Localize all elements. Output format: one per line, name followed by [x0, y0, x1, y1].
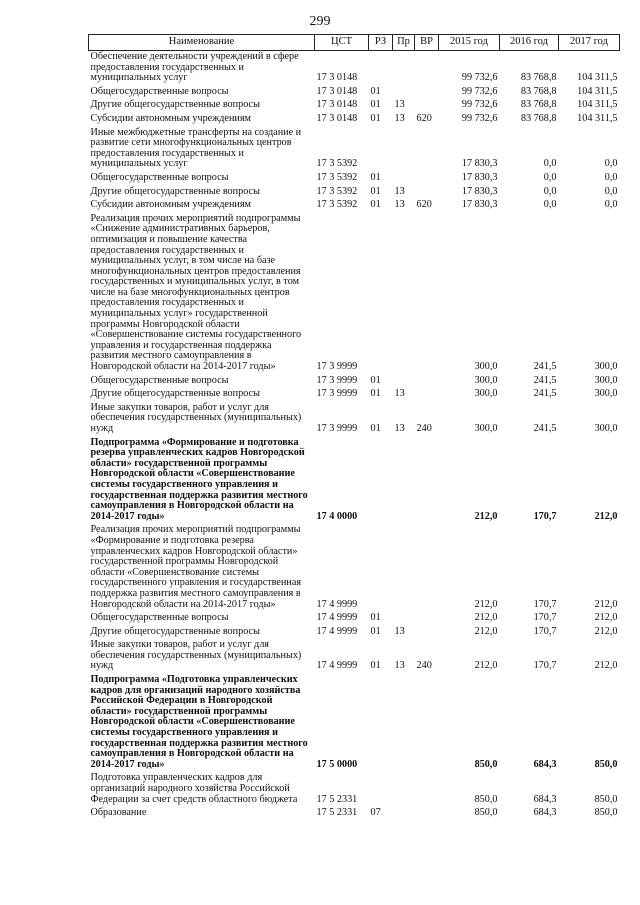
cell-2015: 300,0	[474, 361, 498, 373]
cell-2016: 0,0	[543, 185, 557, 197]
cell-cst: 17 3 5392	[316, 171, 358, 183]
table-row	[89, 375, 620, 389]
cell-rz	[369, 437, 393, 525]
table-row	[89, 626, 620, 640]
cell-cst: 17 3 0148	[316, 112, 358, 124]
cell-2016: 0,0	[543, 171, 557, 183]
cell-2016: 684,3	[533, 758, 557, 770]
cell-pr	[393, 674, 415, 772]
cell-2015: 850,0	[474, 793, 498, 805]
cell-2016: 170,7	[533, 625, 557, 637]
cell-2016: 241,5	[533, 423, 557, 434]
cell-rz: 01	[370, 388, 381, 400]
cell-cst: 17 3 9999	[316, 361, 358, 373]
cell-2016: 241,5	[533, 361, 557, 373]
cell-rz: 01	[370, 374, 381, 386]
cell-2015: 17 830,3	[461, 158, 498, 170]
cell-vr	[415, 51, 439, 86]
cell-name: Общегосударственные вопросы	[90, 171, 229, 183]
cell-2015: 212,0	[474, 625, 498, 637]
cell-2017: 212,0	[594, 660, 618, 672]
cell-2016: 170,7	[533, 598, 557, 610]
cell-2015: 212,0	[474, 510, 498, 522]
cell-pr	[393, 172, 415, 186]
cell-cst: 17 3 0148	[316, 72, 358, 84]
cell-2017: 850,0	[594, 758, 618, 770]
cell-vr	[415, 524, 439, 612]
cell-cst: 17 3 9999	[316, 388, 358, 400]
cell-2017: 104 311,5	[577, 72, 618, 84]
cell-vr	[415, 127, 439, 172]
cell-vr	[415, 807, 439, 821]
cell-name: Обеспечение деятельности учреждений в сфере предоставления государственных и муниципальных услуг	[90, 51, 299, 84]
cell-name: Подпрограмма «Подготовка управленческих кадров для организаций народного хозяйства Российской Федерации в Новгородской области» государственной программы Новгородской области «Совершенствование системы государственного управления и государственная поддержка развития местного самоуправления в Новгородской области на 2014-2017 годы»	[90, 674, 308, 770]
cell-2016: 170,7	[533, 510, 557, 522]
cell-2017: 300,0	[594, 423, 618, 434]
cell-2017: 300,0	[594, 361, 618, 373]
header-pr: Пр	[393, 35, 415, 51]
table-header-row	[89, 35, 620, 51]
cell-2017: 0,0	[604, 158, 618, 170]
cell-cst: 17 4 9999	[316, 612, 358, 624]
page-number: 299	[309, 14, 331, 29]
cell-name: Субсидии автономным учреждениям	[90, 112, 251, 124]
cell-2017: 0,0	[604, 171, 618, 183]
cell-name: Реализация прочих мероприятий подпрограммы «Снижение административных барьеров, оптимизация и повышение качества предоставления государственных и муниципальных услуг, в том числе на базе многофункциональных центров предоставления государственных и муниципальных услуг, в том числе на базе многофункциональных центров предоставления государственных и муниципальных услуг» государственной программы Новгородской области «Совершенствование системы государственного управления и государственная поддержка развития местного самоуправления в Новгородской области на 2014-2017 годы»	[90, 212, 302, 373]
cell-vr	[415, 186, 439, 200]
cell-pr	[393, 524, 415, 612]
cell-name: Другие общегосударственные вопросы	[90, 99, 260, 111]
cell-pr: 13	[394, 199, 405, 211]
cell-name: Общегосударственные вопросы	[90, 85, 229, 97]
table-row	[89, 172, 620, 186]
header-2015: 2015 год	[439, 35, 500, 51]
cell-cst: 17 5 2331	[316, 793, 358, 805]
table-row	[89, 437, 620, 525]
cell-vr	[415, 772, 439, 807]
cell-2015: 300,0	[474, 388, 498, 400]
cell-name: Реализация прочих мероприятий подпрограммы «Формирование и подготовка резерва управленческих кадров Новгородской области» государственной программы Новгородской области «Совершенствование системы государственного управления и государственная поддержка развития местного самоуправления в Новгородской области на 2014-2017 годы»	[90, 524, 302, 610]
cell-2015: 212,0	[474, 612, 498, 624]
table-row	[89, 186, 620, 200]
cell-2017: 212,0	[594, 510, 618, 522]
cell-2016: 241,5	[533, 388, 557, 400]
header-name: Наименование	[89, 35, 315, 51]
cell-2015: 99 732,6	[461, 85, 498, 97]
cell-rz: 01	[370, 199, 381, 211]
cell-rz: 01	[370, 660, 381, 672]
cell-2016: 170,7	[533, 660, 557, 672]
table-row	[89, 402, 620, 437]
cell-vr: 620	[416, 112, 432, 124]
table-row	[89, 127, 620, 172]
table-row	[89, 612, 620, 626]
cell-rz: 01	[370, 171, 381, 183]
table-row	[89, 113, 620, 127]
table-row	[89, 213, 620, 375]
cell-2015: 99 732,6	[461, 112, 498, 124]
header-2017: 2017 год	[559, 35, 620, 51]
cell-cst: 17 3 5392	[316, 185, 358, 197]
cell-2015: 17 830,3	[461, 171, 498, 183]
cell-name: Подготовка управленческих кадров для организаций народного хозяйства Российской Федерации за счет средств областного бюджета	[90, 772, 298, 805]
cell-vr: 240	[416, 423, 432, 434]
cell-pr	[393, 213, 415, 375]
cell-2016: 83 768,8	[520, 72, 557, 84]
table-row	[89, 639, 620, 674]
table-row	[89, 674, 620, 772]
header-rz: РЗ	[369, 35, 393, 51]
cell-cst: 17 3 5392	[316, 158, 358, 170]
table-body	[89, 51, 620, 821]
cell-name: Субсидии автономным учреждениям	[90, 199, 251, 211]
cell-cst: 17 3 9999	[316, 374, 358, 386]
cell-2017: 212,0	[594, 598, 618, 610]
cell-2017: 104 311,5	[577, 112, 618, 124]
cell-name: Другие общегосударственные вопросы	[90, 185, 260, 197]
cell-vr	[415, 437, 439, 525]
table-row	[89, 99, 620, 113]
cell-2015: 212,0	[474, 598, 498, 610]
cell-name: Подпрограмма «Формирование и подготовка резерва управленческих кадров Новгородской области» государственной программы Новгородской области «Совершенствование системы государственного управления и государственная поддержка развития местного самоуправления в Новгородской области на 2014-2017 годы»	[90, 436, 308, 522]
cell-name: Иные закупки товаров, работ и услуг для обеспечения государственных (муниципальных) нужд	[90, 401, 302, 434]
cell-vr	[415, 172, 439, 186]
cell-pr	[393, 437, 415, 525]
cell-name: Другие общегосударственные вопросы	[90, 388, 260, 400]
table-row	[89, 51, 620, 86]
cell-cst: 17 4 0000	[316, 510, 358, 522]
cell-vr	[415, 674, 439, 772]
cell-cst: 17 5 0000	[316, 758, 358, 770]
cell-cst: 17 4 9999	[316, 625, 358, 637]
cell-2016: 83 768,8	[520, 99, 557, 111]
cell-2016: 170,7	[533, 612, 557, 624]
cell-2017: 104 311,5	[577, 85, 618, 97]
cell-rz	[369, 213, 393, 375]
cell-pr	[393, 51, 415, 86]
cell-2015: 850,0	[474, 758, 498, 770]
cell-2017: 212,0	[594, 612, 618, 624]
cell-2015: 17 830,3	[461, 199, 498, 211]
cell-vr: 240	[416, 660, 432, 672]
cell-pr: 13	[394, 99, 405, 111]
cell-name: Образование	[90, 807, 147, 819]
cell-name: Иные межбюджетные трансферты на создание и развитие сети многофункциональных центров предоставления государственных и муниципальных услуг	[90, 126, 302, 170]
cell-rz: 01	[370, 625, 381, 637]
cell-rz: 01	[370, 612, 381, 624]
table-row	[89, 199, 620, 213]
cell-rz: 01	[370, 85, 381, 97]
cell-2017: 300,0	[594, 388, 618, 400]
cell-rz: 01	[370, 99, 381, 111]
table-row	[89, 388, 620, 402]
header-vr: ВР	[415, 35, 439, 51]
cell-rz: 07	[370, 807, 381, 819]
cell-pr	[393, 772, 415, 807]
cell-cst: 17 3 9999	[316, 423, 358, 434]
cell-pr	[393, 375, 415, 389]
cell-cst: 17 3 5392	[316, 199, 358, 211]
cell-vr	[415, 86, 439, 100]
table-row	[89, 86, 620, 100]
cell-vr	[415, 375, 439, 389]
cell-rz	[369, 51, 393, 86]
cell-rz: 01	[370, 185, 381, 197]
cell-pr: 13	[394, 185, 405, 197]
cell-rz	[369, 524, 393, 612]
cell-2015: 300,0	[474, 423, 498, 434]
cell-cst: 17 3 0148	[316, 99, 358, 111]
cell-name: Иные закупки товаров, работ и услуг для обеспечения государственных (муниципальных) нужд	[90, 639, 302, 672]
header-cst: ЦСТ	[315, 35, 369, 51]
cell-pr	[393, 807, 415, 821]
budget-table	[88, 34, 620, 821]
cell-2016: 83 768,8	[520, 85, 557, 97]
cell-rz	[369, 127, 393, 172]
cell-vr	[415, 213, 439, 375]
cell-2016: 684,3	[533, 793, 557, 805]
cell-2017: 0,0	[604, 199, 618, 211]
cell-2016: 0,0	[543, 199, 557, 211]
cell-pr	[393, 612, 415, 626]
cell-pr	[393, 86, 415, 100]
cell-vr: 620	[416, 199, 432, 211]
cell-2016: 684,3	[533, 807, 557, 819]
cell-cst: 17 4 9999	[316, 660, 358, 672]
cell-2016: 83 768,8	[520, 112, 557, 124]
cell-rz	[369, 674, 393, 772]
header-2016: 2016 год	[500, 35, 559, 51]
cell-pr: 13	[394, 388, 405, 400]
cell-pr: 13	[394, 660, 405, 672]
cell-vr	[415, 388, 439, 402]
cell-2017: 300,0	[594, 374, 618, 386]
cell-2017: 104 311,5	[577, 99, 618, 111]
cell-cst: 17 5 2331	[316, 807, 358, 819]
cell-vr	[415, 99, 439, 113]
cell-name: Другие общегосударственные вопросы	[90, 625, 260, 637]
cell-vr	[415, 626, 439, 640]
cell-pr: 13	[394, 423, 405, 434]
cell-rz	[369, 772, 393, 807]
cell-2015: 99 732,6	[461, 72, 498, 84]
table-row	[89, 772, 620, 807]
cell-rz: 01	[370, 112, 381, 124]
cell-2015: 300,0	[474, 374, 498, 386]
cell-pr	[393, 127, 415, 172]
table-row	[89, 807, 620, 821]
cell-rz: 01	[370, 423, 381, 434]
cell-2017: 0,0	[604, 185, 618, 197]
cell-2015: 99 732,6	[461, 99, 498, 111]
cell-2016: 0,0	[543, 158, 557, 170]
cell-pr: 13	[394, 112, 405, 124]
cell-cst: 17 4 9999	[316, 598, 358, 610]
cell-2016: 241,5	[533, 374, 557, 386]
cell-2015: 212,0	[474, 660, 498, 672]
cell-2015: 850,0	[474, 807, 498, 819]
cell-2015: 17 830,3	[461, 185, 498, 197]
cell-name: Общегосударственные вопросы	[90, 612, 229, 624]
cell-cst: 17 3 0148	[316, 85, 358, 97]
cell-pr: 13	[394, 625, 405, 637]
cell-2017: 850,0	[594, 793, 618, 805]
cell-2017: 850,0	[594, 807, 618, 819]
table-row	[89, 524, 620, 612]
cell-vr	[415, 612, 439, 626]
cell-2017: 212,0	[594, 625, 618, 637]
cell-name: Общегосударственные вопросы	[90, 374, 229, 386]
